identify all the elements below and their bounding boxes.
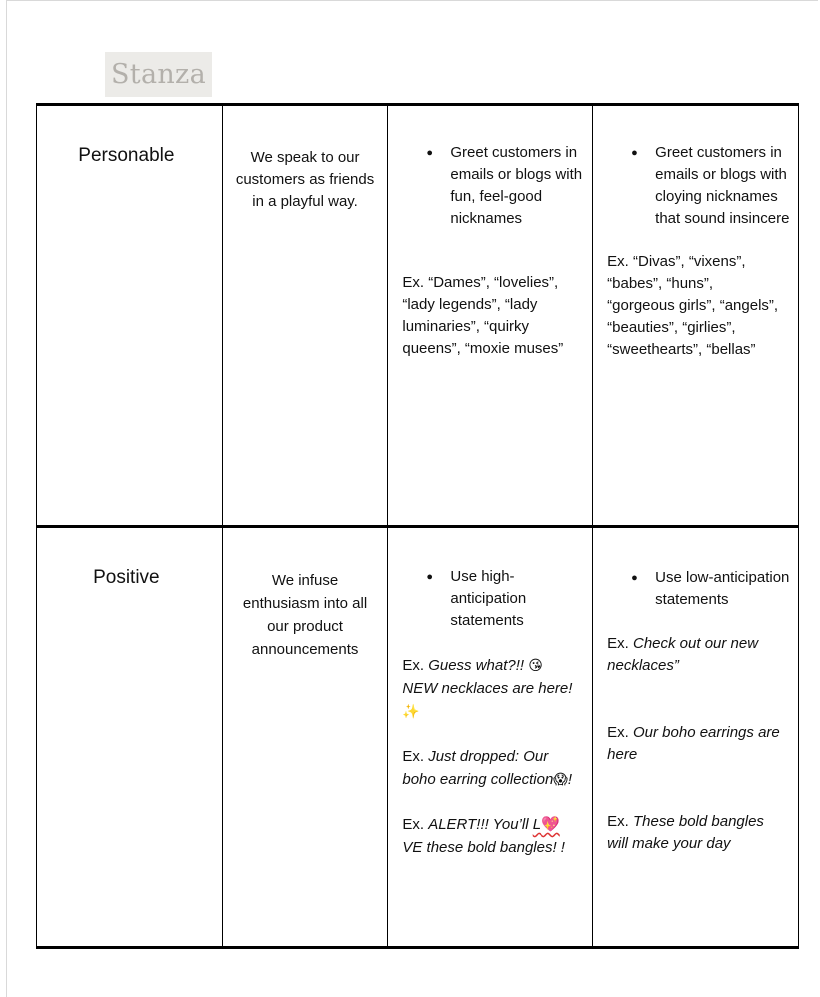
trait-heading: Positive — [93, 567, 160, 588]
dont-cell — [593, 527, 799, 948]
do-bullet-list — [402, 142, 584, 230]
do-cell — [388, 105, 593, 527]
sparkles-emoji-icon: ✨ — [402, 703, 420, 719]
scream-emoji-icon: 😱 — [553, 771, 568, 787]
dont-example-3 — [593, 811, 798, 855]
table-row-positive — [37, 527, 799, 948]
example-text: “Dames”, “lovelies”, “lady legends”, “lady luminaries”, “quirky queens”, “moxie muses” — [402, 274, 564, 357]
dont-example — [593, 251, 798, 361]
do-cell — [388, 527, 593, 948]
example-lead: Ex. — [607, 253, 633, 270]
example-text: Guess what?!! — [428, 657, 529, 674]
trait-description: We infuse enthusiasm into all our product announcements — [242, 572, 368, 658]
example-text-2: ! — [567, 771, 573, 788]
example-lead: Ex. — [607, 813, 633, 830]
dont-bullet-list — [607, 142, 790, 230]
kiss-emoji-icon: 😘 — [528, 657, 543, 673]
example-text: Check out our new necklaces” — [607, 635, 759, 674]
example-text: Our boho earrings are here — [607, 724, 780, 763]
do-example-3 — [388, 813, 592, 859]
example-lead: Ex. — [402, 657, 429, 674]
example-text-2: NEW necklaces are here! — [402, 680, 573, 697]
example-lead: Ex. — [607, 724, 633, 741]
do-bullet-item: ● Use high-anticipation statements — [402, 566, 584, 632]
logo-text: Stanza — [111, 59, 206, 90]
do-example-1 — [388, 654, 592, 723]
do-bullet-item: ● Greet customers in emails or blogs with fun, feel-good nicknames — [402, 142, 584, 230]
description-cell — [222, 527, 388, 948]
spellcheck-underline — [533, 816, 560, 833]
trait-heading: Personable — [78, 145, 175, 166]
example-text: Just dropped: Our boho earring collection — [402, 748, 554, 788]
trait-description: We speak to our customers as friends in a playful way. — [235, 149, 375, 210]
trait-cell — [37, 105, 223, 527]
table-row-personable — [37, 105, 799, 527]
trait-cell — [37, 527, 223, 948]
example-text: ALERT!!! You’ll — [428, 816, 533, 833]
dont-example-2 — [593, 722, 798, 766]
example-lead: Ex. — [402, 816, 429, 833]
description-cell — [222, 105, 388, 527]
example-lead: Ex. — [402, 748, 429, 765]
example-text: “Divas”, “vixens”, “babes”, “huns”, “gorgeous girls”, “angels”, “beauties”, “girlies”, “sweethearts”, “bellas” — [607, 253, 779, 358]
dont-bullet-item: ● Greet customers in emails or blogs with cloying nicknames that sound insincere — [607, 142, 790, 230]
do-bullet-list — [402, 566, 584, 632]
example-lead: Ex. — [402, 274, 429, 291]
heart-emoji-icon: 💖 — [541, 816, 560, 833]
stanza-logo — [105, 52, 212, 97]
do-example-2 — [388, 745, 592, 791]
do-example — [388, 272, 592, 360]
dont-example-1 — [593, 633, 798, 677]
dont-cell — [593, 105, 799, 527]
example-text: These bold bangles will make your day — [607, 813, 764, 852]
example-text-2: VE these bold bangles! ! — [402, 839, 565, 856]
example-l-char: L — [532, 816, 542, 833]
dont-bullet-item: ● Use low-anticipation statements — [607, 567, 790, 611]
dont-bullet-list — [607, 567, 790, 611]
example-lead: Ex. — [607, 635, 633, 652]
voice-guide-table — [36, 103, 799, 949]
